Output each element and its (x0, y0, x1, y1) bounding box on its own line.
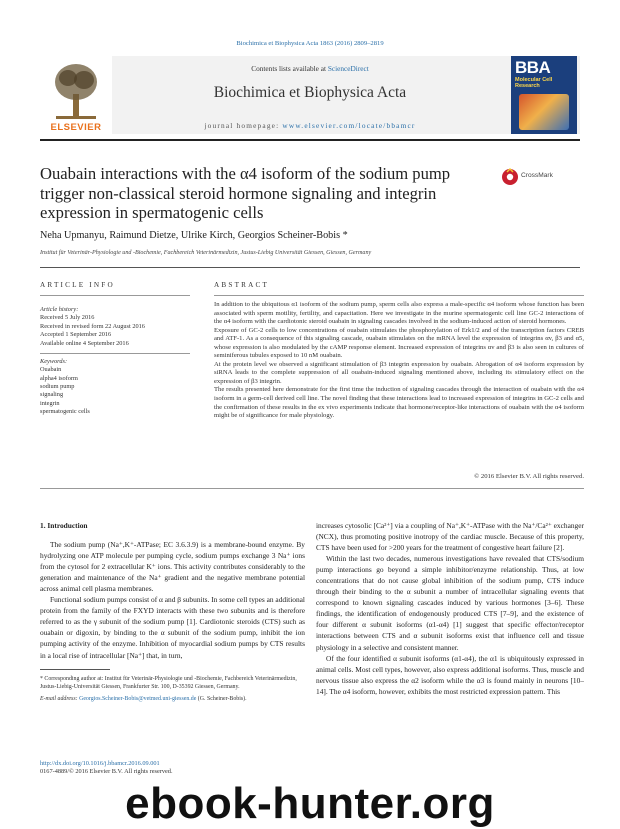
keywords-label: Keywords: (40, 357, 68, 365)
journal-cover-image (511, 56, 577, 134)
running-citation[interactable]: Biochimica et Biophysica Acta 1863 (2016) 2809–2819 (236, 40, 384, 47)
body-paragraph: Of the four identified α subunit isoforms (α1-α4), the α1 is ubiquitously expressed in animal cells. Most cell types, however, also express additional isoforms. Thus, muscle and nervous tissue also express the α2 isoform while the α3 is found mainly in neurons [10–14]. The α4 isoform, however, exhibits the most restricted expression pattern. This (316, 653, 584, 696)
body-column-right (316, 520, 584, 697)
keyword: alpha4 isoform (40, 374, 78, 382)
keyword: Ouabain (40, 366, 62, 374)
crossmark-badge[interactable] (501, 167, 581, 192)
corresponding-author-note: * Corresponding author at: Institut für Veterinär-Physiologie und -Biochemie, Fachbereich Veterinärmedizin, Justus-Liebig-Universität Giessen, Frankfurter Str. 100, D-35392 Giessen, Germany. (40, 676, 297, 691)
article-info-heading: ARTICLE INFO (40, 281, 115, 289)
masthead-rule (40, 139, 580, 141)
body-paragraph: increases cytosolic [Ca²⁺] via a coupling of Na⁺,K⁺-ATPase with the Na⁺/Ca²⁺ exchanger (NCX), thus promoting positive inotropy of the cardiac muscle. Because of this property, CTS have been used for >200 years for the treatment of congestive heart failure [2]. (316, 521, 584, 553)
footnote (40, 675, 305, 703)
publisher-name: ELSEVIER (50, 122, 102, 133)
abstract-heading: ABSTRACT (214, 281, 270, 289)
abstract-rule (214, 295, 584, 296)
abstract-bottom-rule (40, 488, 584, 489)
history-item: Received 5 July 2016 (40, 314, 95, 322)
issn-line: 0167-4889/© 2016 Elsevier B.V. All rights reserved. (40, 768, 173, 776)
keyword: sodium pump (40, 383, 75, 391)
footnote-rule (40, 669, 110, 670)
cover-title: BBA (515, 58, 551, 77)
history-item: Accepted 1 September 2016 (40, 331, 112, 339)
history-item: Available online 4 September 2016 (40, 339, 129, 347)
article-info-rule (40, 295, 190, 296)
abstract-paragraph: Exposure of GC-2 cells to low concentrations of ouabain stimulates the phosphorylation of Erk1/2 and of the transcription factors CREB and ATF-1. As a consequence of this signaling cascade, ouabain stimulates on the mRNA level the expression of integrins αv, β3 and α5, whose expression is also modulated by the cAMP response element. Increased expression of integrins αv and β3 is also seen in cultures of seminiferous tubules exposed to 10 nM ouabain. (214, 326, 584, 360)
cover-subtitle: Molecular Cell Research (515, 77, 553, 90)
history-item: Received in revised form 22 August 2016 (40, 322, 145, 330)
abstract-paragraph: At the protein level we observed a significant stimulation of β3 integrin expression by ouabain. Abrogation of α4 isoform expression by siRNA leads to the complete suppression of all ouabain-induced signaling mentioned above, including its stimulatory effect on the expression of β3 integrin. (214, 360, 584, 385)
affiliation: Institut für Veterinär-Physiologie und -Biochemie, Fachbereich Veterinärmedizin, Justus-Liebig Universität Giessen, Giessen, Germany (40, 250, 372, 256)
email-link[interactable]: Georgios.Scheiner-Bobis@vetmed.uni-giessen.de (79, 695, 197, 702)
copyright: © 2016 Elsevier B.V. All rights reserved. (474, 473, 584, 480)
body-paragraph: Functional sodium pumps consist of α and β subunits. In some cell types an additional protein from the family of the FXYD interacts with these two subunits and is therefore referred to as the γ subunit of the sodium pump [1]. Cardiotonic steroids (CTS) such as ouabain or digoxin, by binding to the α subunit of the sodium pump, inhibit the ion pumping activity of the enzyme. Inhibition of myocardial sodium pumps by CTS results in a local rise of intracellular [Na⁺] that, in turn, (40, 595, 305, 660)
homepage-link[interactable]: www.elsevier.com/locate/bbamcr (282, 121, 416, 130)
keyword: signaling (40, 391, 64, 399)
contents-line: Contents lists available at ScienceDirect (251, 64, 369, 73)
body-paragraph: The sodium pump (Na⁺,K⁺-ATPase; EC 3.6.3.9) is a membrane-bound enzyme. By hydrolyzing one ATP molecule per pumping cycle, sodium pumps exchange 3 Na⁺ ions from the cytosol for 2 extracellular K⁺ ions. This activity contributes considerably to the generation and maintenance of the Na⁺ gradient and the negative membrane potential across animal cell plasma membranes. (40, 540, 305, 594)
watermark-text: ebook-hunter.org (125, 779, 495, 828)
doi-block (40, 760, 340, 777)
history-label: Article history: (40, 306, 79, 313)
elsevier-tree-icon (52, 60, 100, 120)
journal-homepage: journal homepage: www.elsevier.com/locate/bbamcr (204, 121, 416, 130)
body-paragraph: Within the last two decades, numerous investigations have revealed that CTS/sodium pump interactions go beyond a simple inhibitor/enzyme relationship. Thus, at low concentrations that do not cause global inhibition of the sodium pump, CTS induce through their binding to the α subunit a number of intracellular signaling events that correspond to known signaling cascades induced by various hormones [3–6]. These findings, the identification of endogenously produced CTS [7–9], and the existence of four different α subunit isoforms (α1-α4) [1] suggest that specific effector/receptor interactions between CTS and α subunit isoforms exist that influence cell and tissue physiology in a selective and consistent manner. (316, 554, 584, 652)
body-column-left (40, 520, 305, 661)
cover-artwork (519, 94, 569, 130)
keywords-rule (40, 353, 190, 354)
author-list: Neha Upmanyu, Raimund Dietze, Ulrike Kirch, Georgios Scheiner-Bobis * (40, 230, 348, 241)
section-heading: 1. Introduction (40, 521, 88, 530)
abstract-paragraph: In addition to the ubiquitous α1 isoform of the sodium pump, sperm cells also express a male-specific α4 isoform whose function has been associated with sperm motility, fertility, and capacitation. Here we investigate in the murine spermatogenic cell line GC-2 interactions of the α4 isoform with the cardiotonic steroid ouabain in signaling cascades involved in the sodium-induced action of steroid hormones. (214, 301, 584, 326)
sciencedirect-link[interactable]: ScienceDirect (327, 64, 369, 73)
article-title: Ouabain interactions with the α4 isoform of the sodium pump trigger non-classical steroid hormone signaling and integrin expression in spermatogenic cells (40, 164, 451, 222)
article-info-panel (40, 306, 190, 417)
crossmark-label: CrossMark (521, 172, 553, 179)
journal-title: Biochimica et Biophysica Acta (213, 84, 407, 101)
email-line: E-mail address: Georgios.Scheiner-Bobis@vetmed.uni-giessen.de (G. Scheiner-Bobis). (40, 695, 247, 702)
title-rule (40, 267, 580, 268)
doi-link[interactable]: http://dx.doi.org/10.1016/j.bbamcr.2016.09.001 (40, 760, 160, 767)
abstract-paragraph: The results presented here demonstrate for the first time the induction of signaling cascades through the interaction of ouabain with the α4 isoform in a germ-cell derived cell line. The novel finding that these interactions lead to increased expression of integrins in GC-2 cells and the confirmation of these results in the ex vivo experiments indicate that hormone/receptor-like interactions of ouabain with the α4 isoform might be of significance for male physiology. (214, 386, 584, 420)
elsevier-logo (40, 56, 112, 136)
keyword: spermatogenic cells (40, 408, 90, 416)
keyword: integrin (40, 399, 60, 407)
abstract-text (214, 301, 584, 421)
